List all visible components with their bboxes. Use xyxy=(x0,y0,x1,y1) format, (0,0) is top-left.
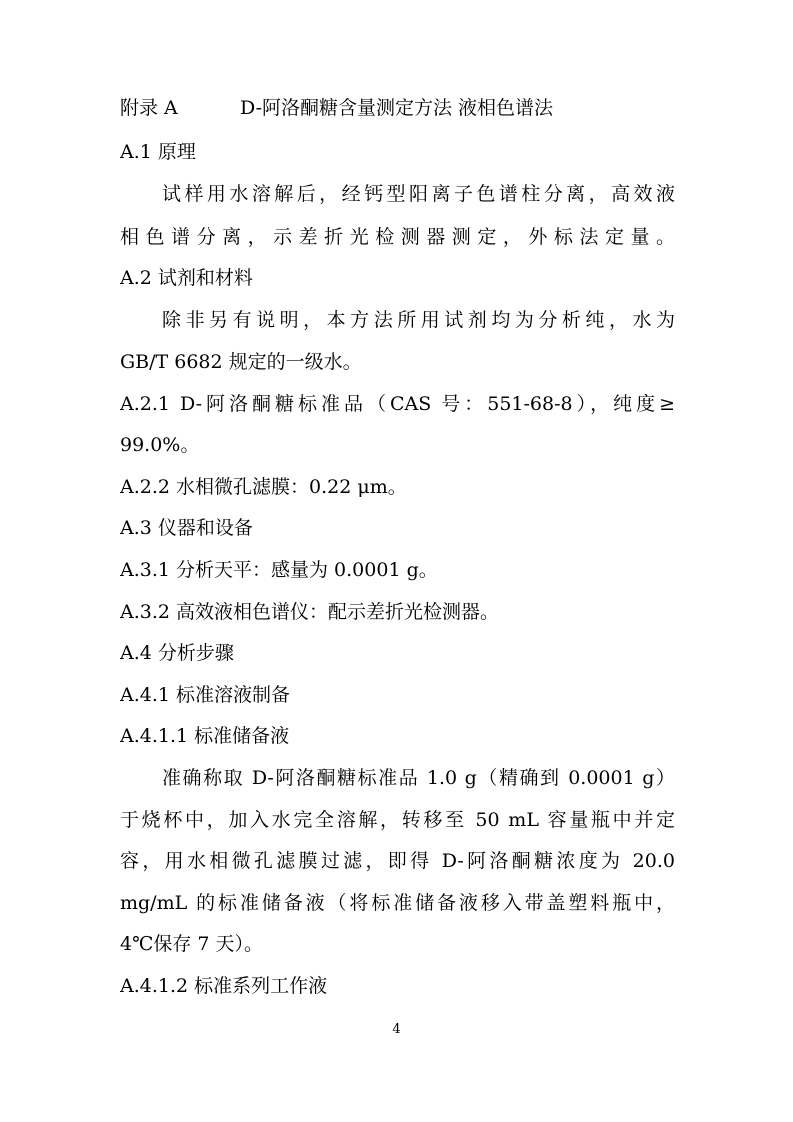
paragraph-line: 相色谱分离，示差折光检测器测定，外标法定量。 xyxy=(120,226,675,248)
appendix-title: D-阿洛酮糖含量测定方法 液相色谱法 xyxy=(240,97,554,119)
paragraph-line: 4℃保存 7 天）。 xyxy=(120,933,264,955)
paragraph-line: 于烧杯中，加入水完全溶解，转移至 50 mL 容量瓶中并定 xyxy=(120,809,675,831)
section-heading-a1: A.1 原理 xyxy=(120,141,196,163)
clause-a4-1: A.4.1 标准溶液制备 xyxy=(120,684,291,706)
paragraph-line: 99.0%。 xyxy=(120,434,200,456)
paragraph-line: 试样用水溶解后，经钙型阳离子色谱柱分离，高效液 xyxy=(162,183,675,205)
paragraph-line: GB/T 6682 规定的一级水。 xyxy=(120,351,362,373)
section-heading-a4: A.4 分析步骤 xyxy=(120,642,234,664)
paragraph-line: 除非另有说明，本方法所用试剂均为分析纯，水为 xyxy=(162,309,675,331)
clause-a4-1-1: A.4.1.1 标准储备液 xyxy=(120,725,290,747)
section-heading-a2: A.2 试剂和材料 xyxy=(120,267,253,289)
paragraph-line: 准确称取 D-阿洛酮糖标准品 1.0 g（精确到 0.0001 g） xyxy=(162,767,675,789)
appendix-heading xyxy=(120,96,675,120)
clause-a2-2: A.2.2 水相微孔滤膜：0.22 μm。 xyxy=(120,476,407,498)
section-heading-a3: A.3 仪器和设备 xyxy=(120,517,253,539)
clause-a3-1: A.3.1 分析天平：感量为 0.0001 g。 xyxy=(120,559,438,581)
clause-a3-2: A.3.2 高效液相色谱仪：配示差折光检测器。 xyxy=(120,601,500,623)
clause-a2-1: A.2.1 D-阿洛酮糖标准品（CAS 号：551-68-8），纯度≥ xyxy=(120,393,675,415)
paragraph-line: 容，用水相微孔滤膜过滤，即得 D-阿洛酮糖浓度为 20.0 xyxy=(120,850,675,872)
clause-a4-1-2: A.4.1.2 标准系列工作液 xyxy=(120,975,328,997)
appendix-label: 附录 A xyxy=(120,97,178,119)
paragraph-line: mg/mL 的标准储备液（将标准储备液移入带盖塑料瓶中， xyxy=(120,892,675,914)
page-number: 4 xyxy=(392,1022,401,1037)
